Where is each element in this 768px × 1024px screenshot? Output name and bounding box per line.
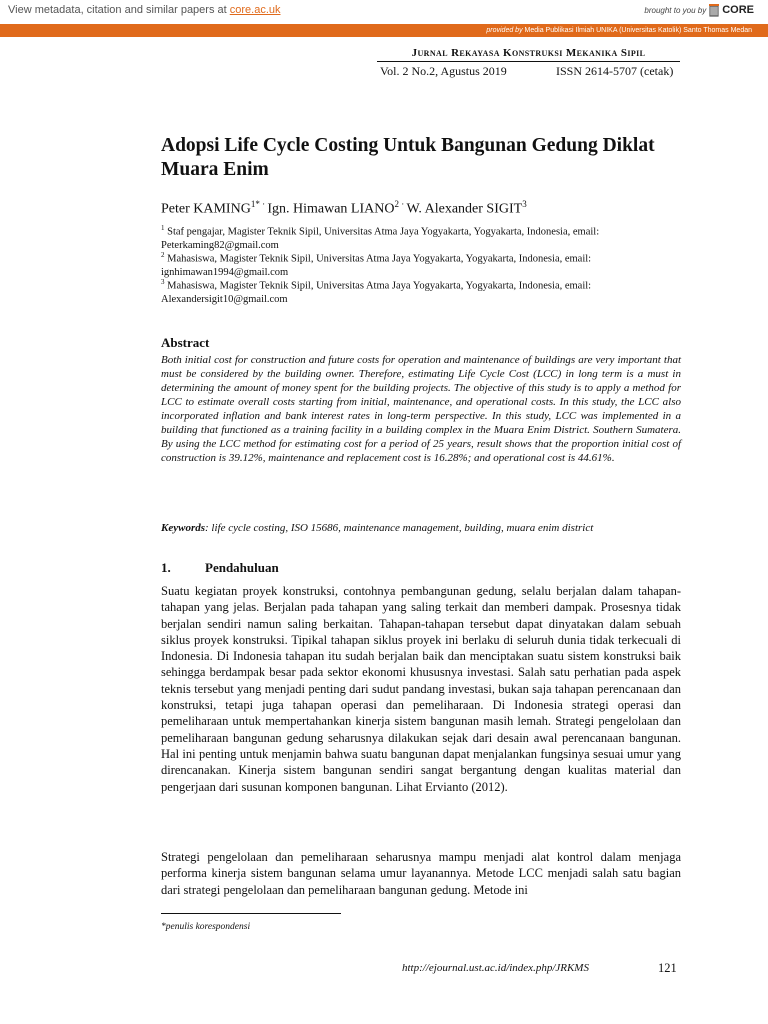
journal-name: Jurnal Rekayasa Konstruksi Mekanika Sipil (411, 47, 646, 59)
keywords-line (161, 522, 681, 534)
page-number: 121 (658, 961, 677, 975)
footnote: *penulis korespondensi (161, 922, 251, 932)
core-logo-text: CORE (722, 4, 754, 16)
paper-title: Adopsi Life Cycle Costing Untuk Bangunan Gedung Diklat Muara Enim (161, 135, 655, 180)
affiliation-sup: 2 (161, 251, 165, 259)
affiliation-sup: 3 (161, 278, 165, 286)
journal-volume: Vol. 2 No.2, Agustus 2019 (380, 64, 507, 78)
affiliation (161, 249, 681, 280)
abstract-heading: Abstract (161, 335, 210, 350)
affiliation (161, 276, 681, 307)
body-paragraph: Strategi pengelolaan dan pemeliharaan seharusnya mampu menjadi alat kontrol dalam menjaga performa kinerja sistem bangunan selama umur layanannya. Metode LCC menjadi salah satu bagian dari strategi pengelolaan dan pemeliharaan bangunan gedung. Metode ini (161, 850, 681, 897)
core-banner (0, 0, 768, 25)
abstract-body: Both initial cost for construction and future costs for operation and maintenance of buildings are very important that must be considered by the building owner. Therefore, estimating Life Cycle Cost (LCC) in long term is a must in determining the amount of money spent for the building projects. The objective of this study is to apply a method for LCC to estimate overall costs starting from initial, maintenance, and operational costs. In this study, the LCC also incorporated inflation and bank interest rates in long-term perspective. In this study, LCC was implemented in a building that functioned as a training facility in a building complex in the Muara Enim District. Southern Sumatera. By using the LCC method for estimating cost for a period of 25 years, result shows that the proportion initial cost of construction is 39.12%, maintenance and replacement cost is 16.28%; and operational cost is 44.61%. (161, 354, 681, 464)
journal-issn: ISSN 2614-5707 (cetak) (556, 64, 674, 78)
author-name: Peter KAMING (161, 201, 251, 217)
provided-by-source: Media Publikasi Ilmiah UNIKA (Universitas Katolik) Santo Thomas Medan (524, 27, 752, 34)
author-sup: 3 (522, 199, 527, 209)
author-sup: 2 (394, 199, 399, 209)
author-separator: · (398, 199, 407, 209)
provided-by-bar (0, 24, 768, 37)
journal-header-rule (377, 61, 680, 62)
keywords-values: : life cycle costing, ISO 15686, maintenance management, building, muara enim district (205, 522, 594, 534)
core-brought-by[interactable] (644, 3, 754, 17)
core-metadata-text (8, 4, 281, 16)
affiliation-text: Staf pengajar, Magister Teknik Sipil, Universitas Atma Jaya Yogyakarta, Yogyakarta, Indonesia, email: Peterkaming82@gmail.com (161, 226, 600, 251)
affiliation-sup: 1 (161, 224, 165, 232)
provided-by-label: provided by (486, 27, 523, 34)
affiliation (161, 222, 681, 253)
footnote-rule (161, 913, 341, 914)
author-list (161, 199, 527, 218)
body-paragraph: Suatu kegiatan proyek konstruksi, contohnya pembangunan gedung, selalu berjalan dalam tahapan-tahapan yang jelas. Berjalan pada tahapan yang saling terkait dan memberi dampak. Prosesnya tidak berjalan sendiri namun saling berkaitan. Tahapan-tahapan tersebut dapat dinyatakan dalam sebuah siklus proyek konstruksi. Tipikal tahapan siklus proyek ini berlaku di seluruh dunia tidak terkecuali di Indonesia. Di Indonesia tahapan itu sudah berjalan baik dan menciptakan suatu sistem konstruksi baik sehingga berdampak besar pada sektor ekonomi khususnya investasi. Salah satu perhatian pada aspek teknis tersebut yang menjadi penting dari sudut pandang investasi, bukan saja tahapan perencanaan dan konstruksi, tetapi juga tahapan operasi dan pemeliharaan. Di Indonesia strategi operasi dan pemeliharaan untuk mempertahankan kinerja sistem bangunan masih lemah. Strategi pengelolaan dan pemeliharaan bangunan gedung seharusnya dilakukan sejak dari desain awal perencanaan bangunan. Hal ini penting untuk menjamin bahwa suatu bangunan dapat menjalankan fungsinya sesuai umur yang direncanakan. Kinerja sistem bangunan sendiri sangat bergantung dengan kualitas material dan pengerjaan dari susunan komponen bangunan. Lihat Ervianto (2012). (161, 584, 681, 794)
section-heading (161, 560, 279, 576)
author-separator: · (259, 199, 268, 209)
core-view-text: View metadata, citation and similar papers at (8, 4, 230, 16)
core-link[interactable]: core.ac.uk (229, 4, 281, 16)
section-title: Pendahuluan (205, 560, 279, 575)
brought-to-you-text: brought to you by (644, 5, 707, 15)
affiliation-text: Mahasiswa, Magister Teknik Sipil, Universitas Atma Jaya Yogyakarta, Yogyakarta, Indonesia, email: ignhimawan1994@gmail.com (161, 253, 592, 278)
section-number: 1. (161, 560, 171, 575)
core-logo-icon (709, 3, 719, 17)
affiliation-text: Mahasiswa, Magister Teknik Sipil, Universitas Atma Jaya Yogyakarta, Yogyakarta, Indonesia, email: Alexandersigit10@gmail.com (161, 280, 592, 305)
author-name: Ign. Himawan LIANO (267, 201, 395, 217)
keywords-label: Keywords (161, 522, 205, 534)
footer-url: http://ejournal.ust.ac.id/index.php/JRKMS (402, 962, 589, 974)
author-name: W. Alexander SIGIT (406, 201, 523, 217)
author-sup: 1* (250, 199, 260, 209)
